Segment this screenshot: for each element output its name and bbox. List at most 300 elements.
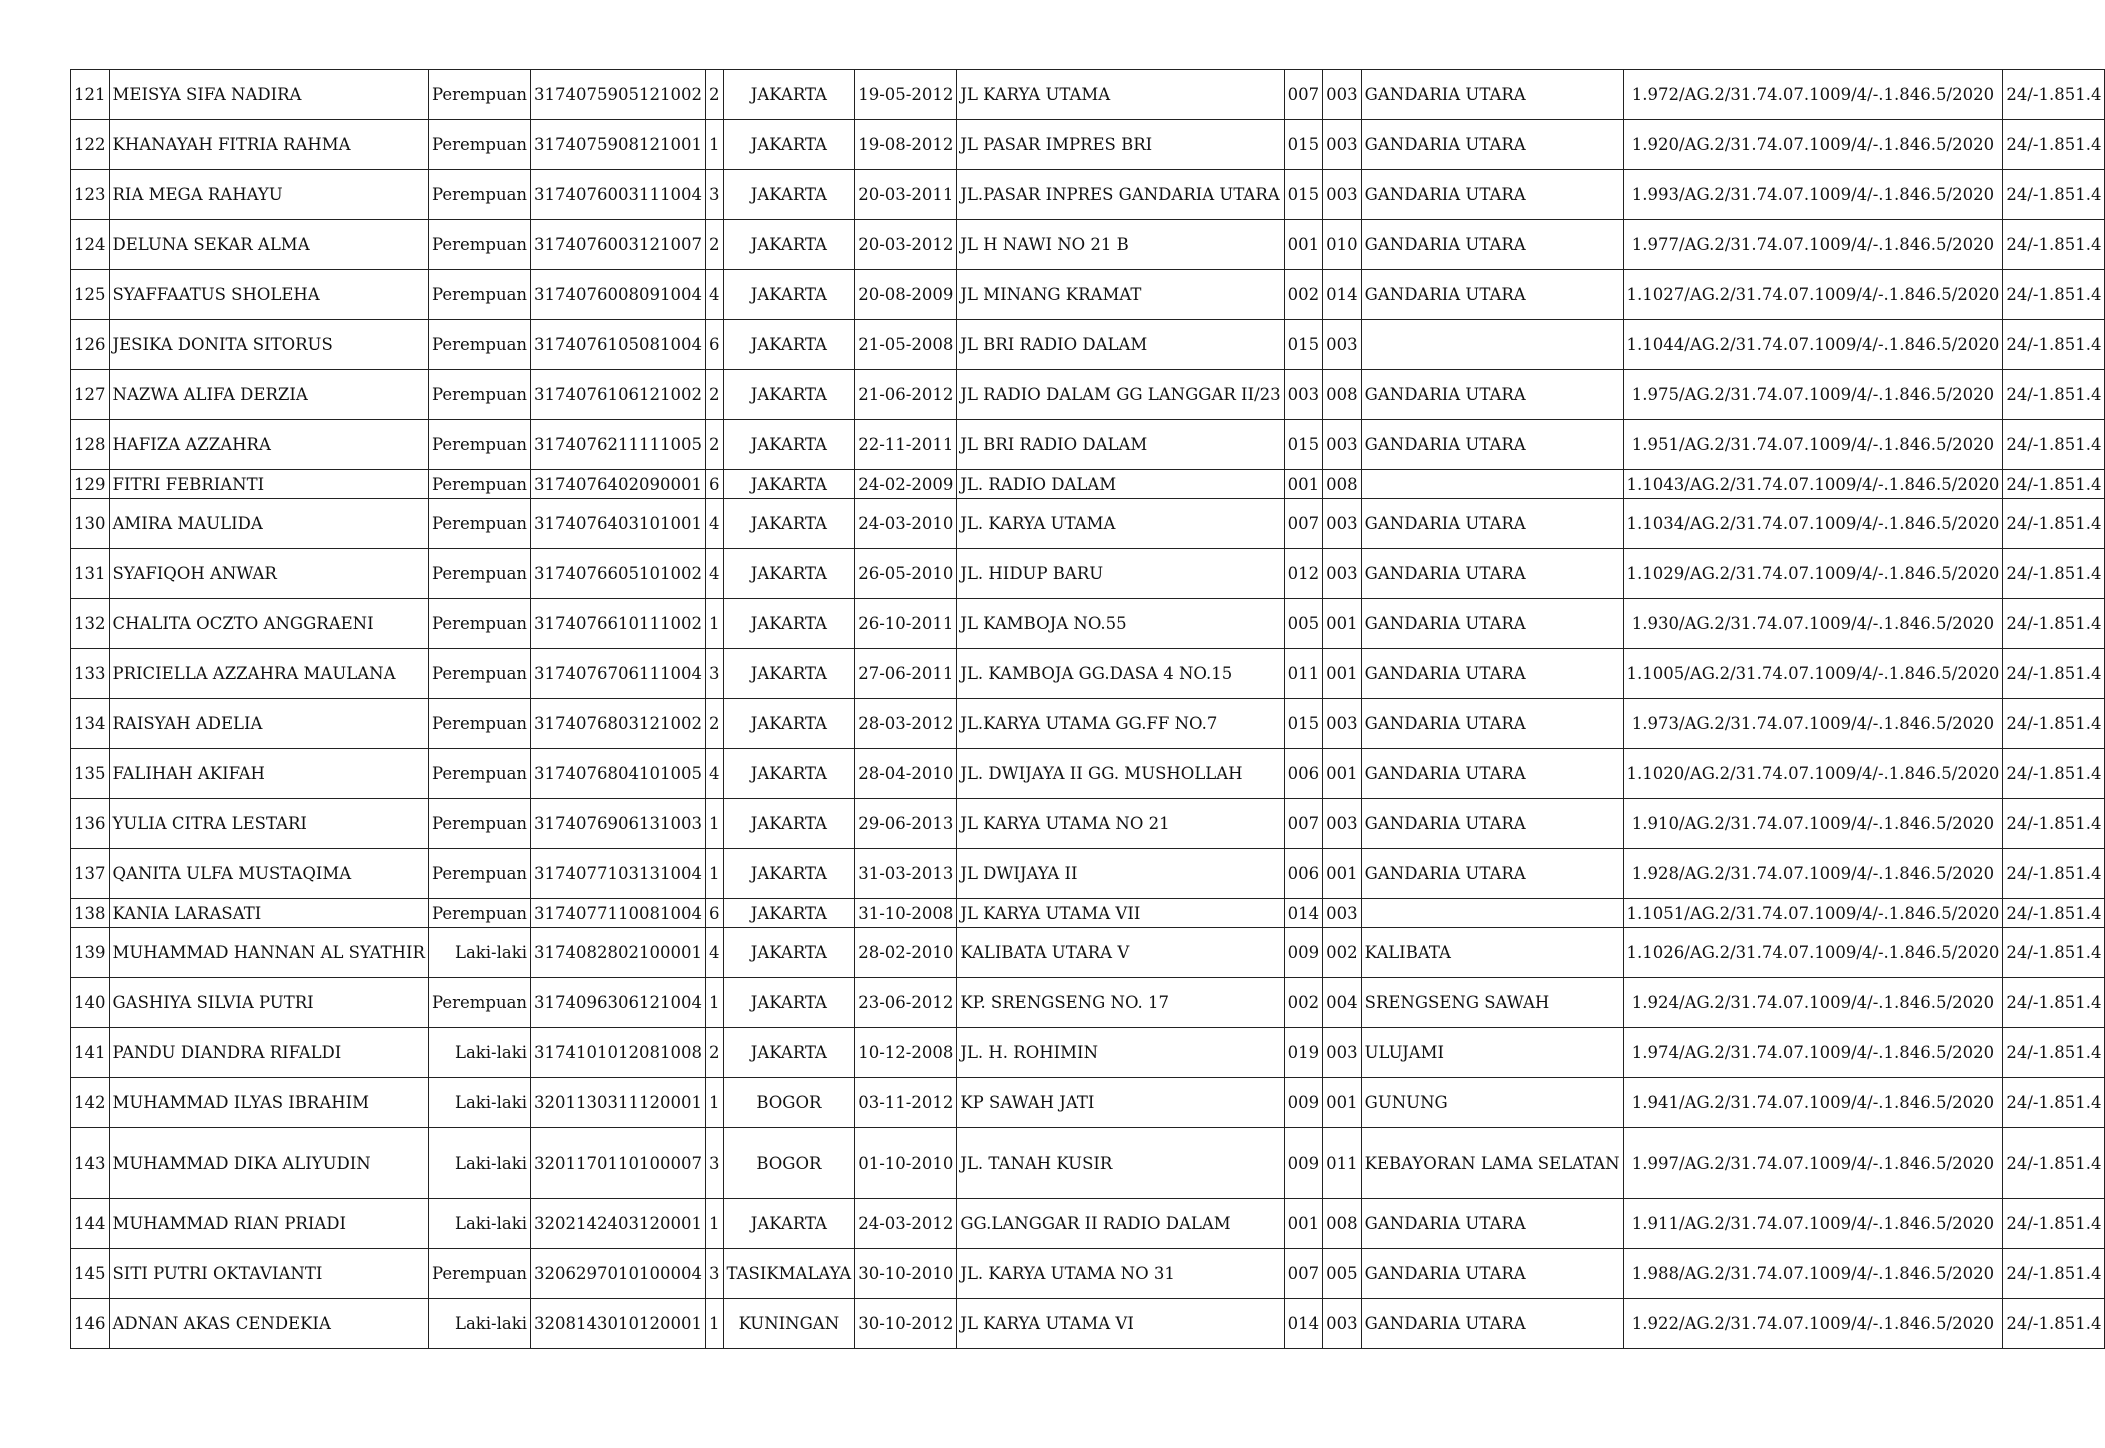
gender-cell: Perempuan [428,370,530,420]
gender-cell: Perempuan [428,170,530,220]
kelurahan-cell: GANDARIA UTARA [1361,849,1623,899]
child-order-cell: 1 [706,1078,724,1128]
rt-number-cell: 003 [1284,370,1323,420]
table-row [71,1299,2105,1349]
birth-place-cell: JAKARTA [723,270,855,320]
rt-number-cell: 014 [1284,1299,1323,1349]
row-number-cell: 138 [71,899,110,928]
nik-number-cell: 3201170110100007 [531,1128,706,1199]
decree-number-cell: 1.988/AG.2/31.74.07.1009/4/-.1.846.5/2020 [1623,1249,2003,1299]
reference-code-cell: 24/-1.851.4 [2003,899,2105,928]
decree-number-cell: 1.920/AG.2/31.74.07.1009/4/-.1.846.5/2020 [1623,120,2003,170]
child-order-cell: 1 [706,1199,724,1249]
birth-date-cell: 24-02-2009 [855,470,957,499]
address-cell: JL.PASAR INPRES GANDARIA UTARA [957,170,1284,220]
rt-number-cell: 001 [1284,470,1323,499]
address-cell: JL KARYA UTAMA VII [957,899,1284,928]
decree-number-cell: 1.924/AG.2/31.74.07.1009/4/-.1.846.5/2020 [1623,978,2003,1028]
address-cell: JL KAMBOJA NO.55 [957,599,1284,649]
row-number-cell: 131 [71,549,110,599]
rw-number-cell: 005 [1323,1249,1362,1299]
student-name-cell: FALIHAH AKIFAH [109,749,428,799]
kelurahan-cell: GANDARIA UTARA [1361,370,1623,420]
rw-number-cell: 003 [1323,420,1362,470]
reference-code-cell: 24/-1.851.4 [2003,470,2105,499]
rt-number-cell: 009 [1284,1078,1323,1128]
rt-number-cell: 015 [1284,170,1323,220]
nik-number-cell: 3174076003121007 [531,220,706,270]
student-name-cell: YULIA CITRA LESTARI [109,799,428,849]
rw-number-cell: 003 [1323,899,1362,928]
birth-place-cell: JAKARTA [723,928,855,978]
row-number-cell: 126 [71,320,110,370]
rw-number-cell: 003 [1323,499,1362,549]
decree-number-cell: 1.997/AG.2/31.74.07.1009/4/-.1.846.5/2020 [1623,1128,2003,1199]
rw-number-cell: 003 [1323,1299,1362,1349]
nik-number-cell: 3208143010120001 [531,1299,706,1349]
student-name-cell: MUHAMMAD RIAN PRIADI [109,1199,428,1249]
birth-date-cell: 20-03-2012 [855,220,957,270]
address-cell: JL RADIO DALAM GG LANGGAR II/23 [957,370,1284,420]
row-number-cell: 145 [71,1249,110,1299]
address-cell: JL KARYA UTAMA [957,70,1284,120]
birth-date-cell: 29-06-2013 [855,799,957,849]
child-order-cell: 2 [706,70,724,120]
birth-date-cell: 23-06-2012 [855,978,957,1028]
child-order-cell: 2 [706,370,724,420]
nik-number-cell: 3201130311120001 [531,1078,706,1128]
table-row [71,170,2105,220]
decree-number-cell: 1.1043/AG.2/31.74.07.1009/4/-.1.846.5/2020 [1623,470,2003,499]
address-cell: JL KARYA UTAMA NO 21 [957,799,1284,849]
rw-number-cell: 011 [1323,1128,1362,1199]
decree-number-cell: 1.1026/AG.2/31.74.07.1009/4/-.1.846.5/2020 [1623,928,2003,978]
reference-code-cell: 24/-1.851.4 [2003,370,2105,420]
gender-cell: Perempuan [428,320,530,370]
row-number-cell: 146 [71,1299,110,1349]
student-name-cell: KANIA LARASATI [109,899,428,928]
student-name-cell: MEISYA SIFA NADIRA [109,70,428,120]
rt-number-cell: 007 [1284,499,1323,549]
birth-place-cell: JAKARTA [723,749,855,799]
student-name-cell: MUHAMMAD DIKA ALIYUDIN [109,1128,428,1199]
row-number-cell: 141 [71,1028,110,1078]
birth-place-cell: JAKARTA [723,549,855,599]
rw-number-cell: 001 [1323,1078,1362,1128]
rt-number-cell: 006 [1284,849,1323,899]
decree-number-cell: 1.1034/AG.2/31.74.07.1009/4/-.1.846.5/2020 [1623,499,2003,549]
student-name-cell: FITRI FEBRIANTI [109,470,428,499]
decree-number-cell: 1.1051/AG.2/31.74.07.1009/4/-.1.846.5/2020 [1623,899,2003,928]
birth-date-cell: 26-10-2011 [855,599,957,649]
row-number-cell: 140 [71,978,110,1028]
decree-number-cell: 1.928/AG.2/31.74.07.1009/4/-.1.846.5/2020 [1623,849,2003,899]
student-name-cell: NAZWA ALIFA DERZIA [109,370,428,420]
birth-place-cell: TASIKMALAYA [723,1249,855,1299]
student-name-cell: JESIKA DONITA SITORUS [109,320,428,370]
birth-date-cell: 01-10-2010 [855,1128,957,1199]
decree-number-cell: 1.922/AG.2/31.74.07.1009/4/-.1.846.5/2020 [1623,1299,2003,1349]
rw-number-cell: 010 [1323,220,1362,270]
reference-code-cell: 24/-1.851.4 [2003,499,2105,549]
address-cell: JL MINANG KRAMAT [957,270,1284,320]
gender-cell: Laki-laki [428,1299,530,1349]
address-cell: JL KARYA UTAMA VI [957,1299,1284,1349]
reference-code-cell: 24/-1.851.4 [2003,420,2105,470]
kelurahan-cell [1361,320,1623,370]
rt-number-cell: 001 [1284,1199,1323,1249]
birth-date-cell: 20-03-2011 [855,170,957,220]
nik-number-cell: 3174076906131003 [531,799,706,849]
rt-number-cell: 009 [1284,1128,1323,1199]
reference-code-cell: 24/-1.851.4 [2003,1249,2105,1299]
kelurahan-cell: GANDARIA UTARA [1361,799,1623,849]
child-order-cell: 3 [706,1249,724,1299]
nik-number-cell: 3174076706111004 [531,649,706,699]
gender-cell: Perempuan [428,549,530,599]
reference-code-cell: 24/-1.851.4 [2003,749,2105,799]
nik-number-cell: 3174076610111002 [531,599,706,649]
birth-place-cell: JAKARTA [723,978,855,1028]
reference-code-cell: 24/-1.851.4 [2003,799,2105,849]
row-number-cell: 139 [71,928,110,978]
reference-code-cell: 24/-1.851.4 [2003,70,2105,120]
gender-cell: Laki-laki [428,1128,530,1199]
child-order-cell: 2 [706,699,724,749]
table-row [71,320,2105,370]
rw-number-cell: 003 [1323,320,1362,370]
gender-cell: Perempuan [428,1249,530,1299]
address-cell: JL BRI RADIO DALAM [957,420,1284,470]
address-cell: JL. H. ROHIMIN [957,1028,1284,1078]
rt-number-cell: 007 [1284,799,1323,849]
kelurahan-cell: GANDARIA UTARA [1361,499,1623,549]
birth-date-cell: 21-06-2012 [855,370,957,420]
decree-number-cell: 1.1005/AG.2/31.74.07.1009/4/-.1.846.5/2020 [1623,649,2003,699]
nik-number-cell: 3174076106121002 [531,370,706,420]
student-name-cell: HAFIZA AZZAHRA [109,420,428,470]
address-cell: JL DWIJAYA II [957,849,1284,899]
rt-number-cell: 002 [1284,270,1323,320]
rw-number-cell: 001 [1323,599,1362,649]
address-cell: JL PASAR IMPRES BRI [957,120,1284,170]
row-number-cell: 133 [71,649,110,699]
student-name-cell: KHANAYAH FITRIA RAHMA [109,120,428,170]
gender-cell: Perempuan [428,599,530,649]
address-cell: KP. SRENGSENG NO. 17 [957,978,1284,1028]
table-row [71,899,2105,928]
row-number-cell: 142 [71,1078,110,1128]
gender-cell: Laki-laki [428,1199,530,1249]
row-number-cell: 134 [71,699,110,749]
row-number-cell: 121 [71,70,110,120]
address-cell: JL BRI RADIO DALAM [957,320,1284,370]
rt-number-cell: 007 [1284,70,1323,120]
reference-code-cell: 24/-1.851.4 [2003,1128,2105,1199]
student-name-cell: RAISYAH ADELIA [109,699,428,749]
reference-code-cell: 24/-1.851.4 [2003,270,2105,320]
child-order-cell: 3 [706,170,724,220]
decree-number-cell: 1.973/AG.2/31.74.07.1009/4/-.1.846.5/2020 [1623,699,2003,749]
kelurahan-cell: GANDARIA UTARA [1361,70,1623,120]
address-cell: JL. KARYA UTAMA NO 31 [957,1249,1284,1299]
birth-date-cell: 24-03-2010 [855,499,957,549]
row-number-cell: 132 [71,599,110,649]
birth-date-cell: 03-11-2012 [855,1078,957,1128]
nik-number-cell: 3174077110081004 [531,899,706,928]
reference-code-cell: 24/-1.851.4 [2003,120,2105,170]
roster-body [71,70,2105,1349]
child-order-cell: 3 [706,1128,724,1199]
gender-cell: Laki-laki [428,1078,530,1128]
birth-place-cell: BOGOR [723,1078,855,1128]
address-cell: JL.KARYA UTAMA GG.FF NO.7 [957,699,1284,749]
row-number-cell: 125 [71,270,110,320]
student-name-cell: QANITA ULFA MUSTAQIMA [109,849,428,899]
gender-cell: Laki-laki [428,928,530,978]
birth-date-cell: 28-04-2010 [855,749,957,799]
birth-date-cell: 26-05-2010 [855,549,957,599]
table-row [71,1028,2105,1078]
row-number-cell: 124 [71,220,110,270]
nik-number-cell: 3206297010100004 [531,1249,706,1299]
reference-code-cell: 24/-1.851.4 [2003,1028,2105,1078]
birth-date-cell: 31-03-2013 [855,849,957,899]
decree-number-cell: 1.1020/AG.2/31.74.07.1009/4/-.1.846.5/2020 [1623,749,2003,799]
birth-place-cell: JAKARTA [723,1199,855,1249]
child-order-cell: 1 [706,799,724,849]
student-name-cell: SYAFFAATUS SHOLEHA [109,270,428,320]
row-number-cell: 122 [71,120,110,170]
birth-date-cell: 30-10-2012 [855,1299,957,1349]
decree-number-cell: 1.941/AG.2/31.74.07.1009/4/-.1.846.5/2020 [1623,1078,2003,1128]
kelurahan-cell: ULUJAMI [1361,1028,1623,1078]
gender-cell: Perempuan [428,899,530,928]
nik-number-cell: 3174101012081008 [531,1028,706,1078]
rw-number-cell: 008 [1323,470,1362,499]
rw-number-cell: 003 [1323,1028,1362,1078]
rw-number-cell: 008 [1323,1199,1362,1249]
table-row [71,1128,2105,1199]
reference-code-cell: 24/-1.851.4 [2003,549,2105,599]
table-row [71,470,2105,499]
nik-number-cell: 3174076804101005 [531,749,706,799]
table-row [71,370,2105,420]
birth-place-cell: BOGOR [723,1128,855,1199]
birth-place-cell: JAKARTA [723,899,855,928]
gender-cell: Perempuan [428,799,530,849]
gender-cell: Perempuan [428,220,530,270]
row-number-cell: 130 [71,499,110,549]
child-order-cell: 3 [706,649,724,699]
rt-number-cell: 001 [1284,220,1323,270]
birth-place-cell: JAKARTA [723,799,855,849]
decree-number-cell: 1.930/AG.2/31.74.07.1009/4/-.1.846.5/2020 [1623,599,2003,649]
student-roster-table [70,69,2105,1349]
child-order-cell: 2 [706,220,724,270]
reference-code-cell: 24/-1.851.4 [2003,170,2105,220]
kelurahan-cell: GANDARIA UTARA [1361,420,1623,470]
table-row [71,1199,2105,1249]
decree-number-cell: 1.977/AG.2/31.74.07.1009/4/-.1.846.5/2020 [1623,220,2003,270]
kelurahan-cell: GANDARIA UTARA [1361,1249,1623,1299]
reference-code-cell: 24/-1.851.4 [2003,320,2105,370]
gender-cell: Laki-laki [428,1028,530,1078]
nik-number-cell: 3174076402090001 [531,470,706,499]
birth-place-cell: JAKARTA [723,849,855,899]
child-order-cell: 1 [706,599,724,649]
row-number-cell: 143 [71,1128,110,1199]
decree-number-cell: 1.1029/AG.2/31.74.07.1009/4/-.1.846.5/2020 [1623,549,2003,599]
kelurahan-cell: GANDARIA UTARA [1361,749,1623,799]
student-name-cell: MUHAMMAD HANNAN AL SYATHIR [109,928,428,978]
row-number-cell: 135 [71,749,110,799]
rw-number-cell: 014 [1323,270,1362,320]
child-order-cell: 6 [706,899,724,928]
row-number-cell: 136 [71,799,110,849]
reference-code-cell: 24/-1.851.4 [2003,699,2105,749]
child-order-cell: 1 [706,978,724,1028]
decree-number-cell: 1.951/AG.2/31.74.07.1009/4/-.1.846.5/2020 [1623,420,2003,470]
table-row [71,70,2105,120]
nik-number-cell: 3174096306121004 [531,978,706,1028]
birth-date-cell: 31-10-2008 [855,899,957,928]
child-order-cell: 1 [706,1299,724,1349]
birth-place-cell: JAKARTA [723,320,855,370]
gender-cell: Perempuan [428,749,530,799]
address-cell: KALIBATA UTARA V [957,928,1284,978]
student-name-cell: MUHAMMAD ILYAS IBRAHIM [109,1078,428,1128]
rw-number-cell: 003 [1323,549,1362,599]
gender-cell: Perempuan [428,849,530,899]
rw-number-cell: 001 [1323,749,1362,799]
rw-number-cell: 001 [1323,849,1362,899]
table-row [71,1249,2105,1299]
table-row [71,599,2105,649]
birth-date-cell: 10-12-2008 [855,1028,957,1078]
table-row [71,699,2105,749]
rt-number-cell: 011 [1284,649,1323,699]
student-name-cell: GASHIYA SILVIA PUTRI [109,978,428,1028]
address-cell: JL. HIDUP BARU [957,549,1284,599]
kelurahan-cell: GUNUNG [1361,1078,1623,1128]
gender-cell: Perempuan [428,420,530,470]
student-name-cell: RIA MEGA RAHAYU [109,170,428,220]
rt-number-cell: 015 [1284,320,1323,370]
table-row [71,499,2105,549]
nik-number-cell: 3174076105081004 [531,320,706,370]
nik-number-cell: 3174076605101002 [531,549,706,599]
row-number-cell: 123 [71,170,110,220]
decree-number-cell: 1.972/AG.2/31.74.07.1009/4/-.1.846.5/2020 [1623,70,2003,120]
reference-code-cell: 24/-1.851.4 [2003,599,2105,649]
birth-date-cell: 28-03-2012 [855,699,957,749]
nik-number-cell: 3174075908121001 [531,120,706,170]
rw-number-cell: 003 [1323,699,1362,749]
reference-code-cell: 24/-1.851.4 [2003,649,2105,699]
birth-place-cell: JAKARTA [723,1028,855,1078]
birth-place-cell: JAKARTA [723,170,855,220]
address-cell: JL H NAWI NO 21 B [957,220,1284,270]
rw-number-cell: 001 [1323,649,1362,699]
kelurahan-cell: GANDARIA UTARA [1361,549,1623,599]
birth-place-cell: JAKARTA [723,370,855,420]
birth-place-cell: JAKARTA [723,699,855,749]
student-name-cell: PANDU DIANDRA RIFALDI [109,1028,428,1078]
kelurahan-cell: GANDARIA UTARA [1361,270,1623,320]
nik-number-cell: 3202142403120001 [531,1199,706,1249]
decree-number-cell: 1.1027/AG.2/31.74.07.1009/4/-.1.846.5/2020 [1623,270,2003,320]
reference-code-cell: 24/-1.851.4 [2003,928,2105,978]
gender-cell: Perempuan [428,270,530,320]
child-order-cell: 4 [706,499,724,549]
address-cell: GG.LANGGAR II RADIO DALAM [957,1199,1284,1249]
birth-place-cell: JAKARTA [723,420,855,470]
birth-date-cell: 19-05-2012 [855,70,957,120]
table-row [71,849,2105,899]
decree-number-cell: 1.911/AG.2/31.74.07.1009/4/-.1.846.5/2020 [1623,1199,2003,1249]
gender-cell: Perempuan [428,649,530,699]
nik-number-cell: 3174076803121002 [531,699,706,749]
birth-place-cell: JAKARTA [723,220,855,270]
address-cell: KP SAWAH JATI [957,1078,1284,1128]
kelurahan-cell [1361,470,1623,499]
birth-place-cell: JAKARTA [723,599,855,649]
decree-number-cell: 1.974/AG.2/31.74.07.1009/4/-.1.846.5/2020 [1623,1028,2003,1078]
address-cell: JL. KARYA UTAMA [957,499,1284,549]
birth-place-cell: JAKARTA [723,70,855,120]
child-order-cell: 2 [706,420,724,470]
rt-number-cell: 015 [1284,699,1323,749]
decree-number-cell: 1.975/AG.2/31.74.07.1009/4/-.1.846.5/2020 [1623,370,2003,420]
reference-code-cell: 24/-1.851.4 [2003,1199,2105,1249]
nik-number-cell: 3174075905121002 [531,70,706,120]
child-order-cell: 1 [706,849,724,899]
student-name-cell: DELUNA SEKAR ALMA [109,220,428,270]
birth-date-cell: 27-06-2011 [855,649,957,699]
address-cell: JL. DWIJAYA II GG. MUSHOLLAH [957,749,1284,799]
kelurahan-cell: GANDARIA UTARA [1361,699,1623,749]
decree-number-cell: 1.993/AG.2/31.74.07.1009/4/-.1.846.5/2020 [1623,170,2003,220]
kelurahan-cell: SRENGSENG SAWAH [1361,978,1623,1028]
rt-number-cell: 007 [1284,1249,1323,1299]
kelurahan-cell: GANDARIA UTARA [1361,1299,1623,1349]
rt-number-cell: 015 [1284,420,1323,470]
row-number-cell: 144 [71,1199,110,1249]
kelurahan-cell: KEBAYORAN LAMA SELATAN [1361,1128,1623,1199]
rt-number-cell: 002 [1284,978,1323,1028]
child-order-cell: 4 [706,749,724,799]
row-number-cell: 128 [71,420,110,470]
child-order-cell: 4 [706,928,724,978]
address-cell: JL. KAMBOJA GG.DASA 4 NO.15 [957,649,1284,699]
kelurahan-cell: GANDARIA UTARA [1361,599,1623,649]
decree-number-cell: 1.1044/AG.2/31.74.07.1009/4/-.1.846.5/2020 [1623,320,2003,370]
reference-code-cell: 24/-1.851.4 [2003,1078,2105,1128]
table-row [71,549,2105,599]
row-number-cell: 129 [71,470,110,499]
kelurahan-cell: KALIBATA [1361,928,1623,978]
table-row [71,928,2105,978]
student-name-cell: AMIRA MAULIDA [109,499,428,549]
reference-code-cell: 24/-1.851.4 [2003,220,2105,270]
kelurahan-cell: GANDARIA UTARA [1361,220,1623,270]
birth-date-cell: 24-03-2012 [855,1199,957,1249]
birth-place-cell: KUNINGAN [723,1299,855,1349]
rt-number-cell: 005 [1284,599,1323,649]
birth-date-cell: 21-05-2008 [855,320,957,370]
table-row [71,420,2105,470]
